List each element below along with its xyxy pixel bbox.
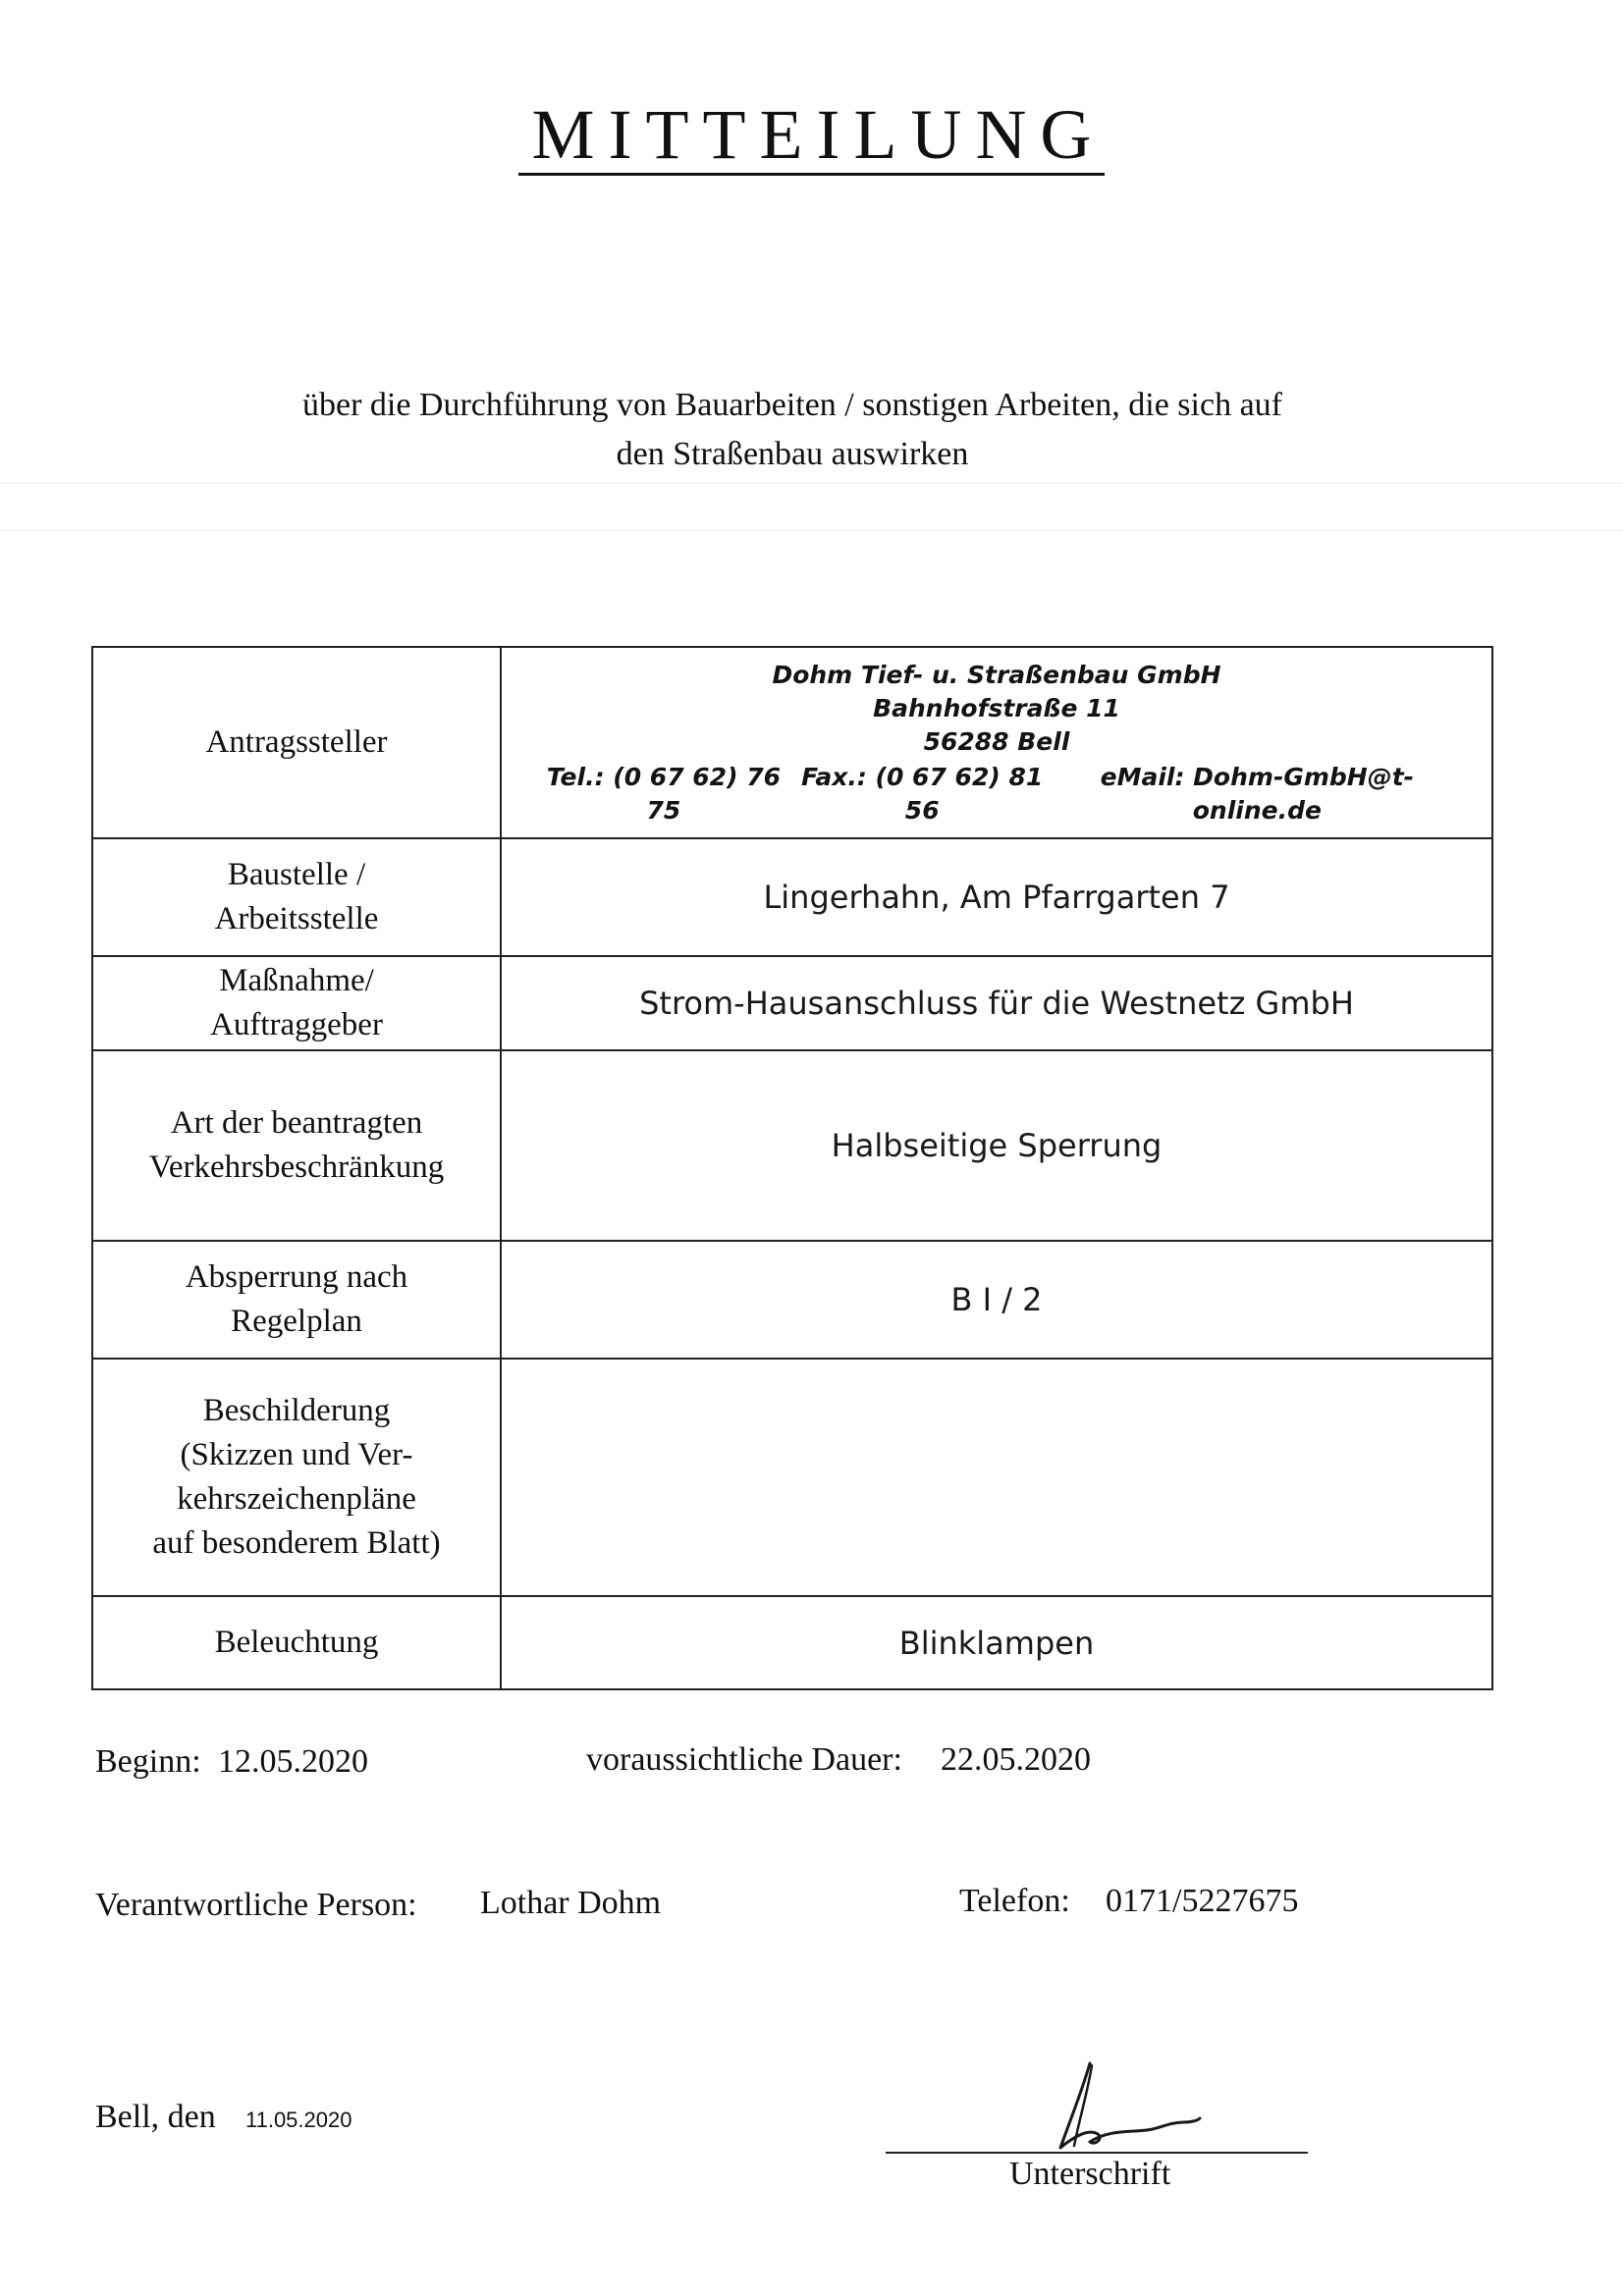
restriction-value: Halbseitige Sperrung [501,1050,1492,1241]
document-title [0,95,1623,176]
subtitle-line-1: über die Durchführung von Bauarbeiten / sonstigen Arbeiten, die sich auf [301,387,1282,423]
company-phone: Tel.: (0 67 62) 76 75 [546,762,781,825]
company-email: eMail: Dohm-GmbH@t-online.de [1100,762,1415,825]
company-city: 56288 Bell [923,726,1070,756]
signage-label-line-3: kehrszeichenpläne [177,1481,416,1517]
handwritten-signature [1031,2052,1208,2160]
signature-stroke [1060,2063,1200,2148]
row-measure [92,956,1492,1050]
phone-label: Telefon: [959,1883,1070,1919]
phone-value: 0171/5227675 [1106,1883,1299,1919]
application-form-table [91,646,1493,1690]
row-lighting [92,1596,1492,1689]
lighting-label: Beleuchtung [92,1596,501,1689]
row-signage [92,1359,1492,1596]
signing-date: 11.05.2020 [245,2108,352,2132]
company-fax: Fax.: (0 67 62) 81 56 [801,762,1044,825]
responsible-name: Lothar Dohm [480,1885,662,1921]
duration-label: voraussichtliche Dauer: [586,1741,902,1778]
site-label [92,838,501,956]
subtitle-line-2: den Straßenbau auswirken [616,436,969,472]
measure-label-line-1: Maßnahme/ [219,963,374,998]
document-subtitle [0,381,1585,479]
signage-label [92,1359,501,1596]
company-block [503,659,1490,828]
measure-value: Strom-Hausanschluss für die Westnetz GmbH [501,956,1492,1050]
restriction-label-line-2: Verkehrsbeschränkung [148,1149,445,1185]
signage-label-line-1: Beschilderung [202,1393,391,1428]
restriction-label [92,1050,501,1241]
measure-label [92,956,501,1050]
responsible-label: Verantwortliche Person: [95,1887,417,1923]
measure-label-line-2: Auftraggeber [210,1007,383,1042]
barrier-label [92,1241,501,1359]
site-value: Lingerhahn, Am Pfarrgarten 7 [501,838,1492,956]
site-label-line-1: Baustelle / [227,857,366,892]
scan-artifact [0,530,1623,531]
begin-value: 12.05.2020 [218,1743,368,1780]
scan-artifact [0,483,1623,484]
site-label-line-2: Arbeitsstelle [214,901,379,936]
applicant-label: Antragssteller [92,647,501,838]
row-restriction [92,1050,1492,1241]
barrier-value: B I / 2 [501,1241,1492,1359]
signage-value [501,1359,1492,1596]
barrier-label-line-1: Absperrung nach [185,1259,408,1295]
applicant-value [501,647,1492,838]
row-site [92,838,1492,956]
duration-value: 22.05.2020 [941,1741,1091,1778]
company-name: Dohm Tief- u. Straßenbau GmbH [772,660,1221,689]
signage-label-line-2: (Skizzen und Ver- [180,1437,413,1472]
lighting-value: Blinklampen [501,1596,1492,1689]
company-street: Bahnhofstraße 11 [873,693,1120,722]
row-barrier [92,1241,1492,1359]
place-label: Bell, den [95,2099,216,2135]
begin-label: Beginn: [95,1743,201,1780]
company-contact-line [503,761,1490,828]
signage-label-line-4: auf besonderem Blatt) [152,1525,441,1561]
restriction-label-line-1: Art der beantragten [170,1105,423,1141]
row-applicant [92,647,1492,838]
barrier-label-line-2: Regelplan [231,1304,362,1339]
signature-label: Unterschrift [1009,2156,1171,2192]
signature-line [886,2152,1308,2154]
document-title-text: MITTEILUNG [518,98,1106,176]
